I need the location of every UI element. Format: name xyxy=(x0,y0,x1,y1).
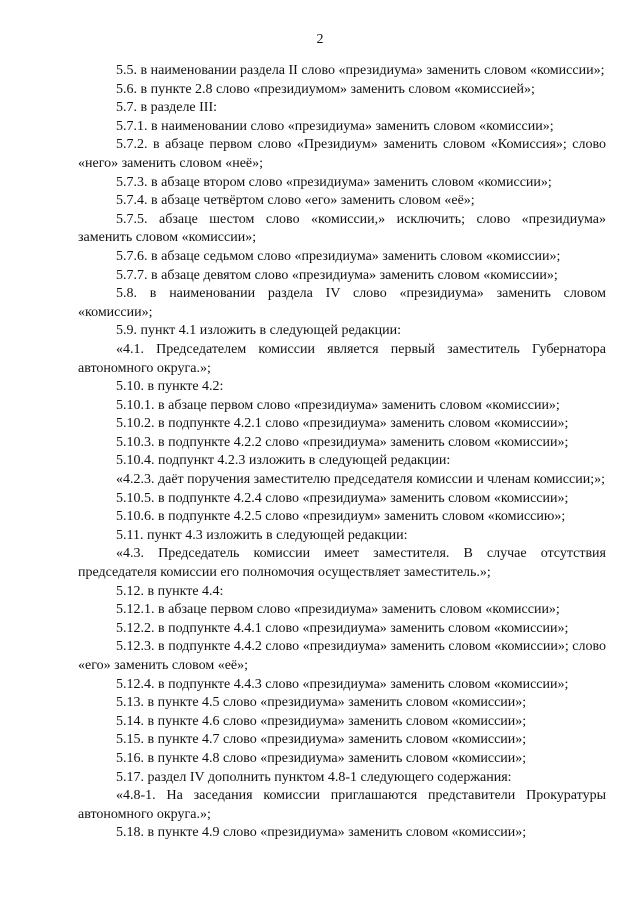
paragraph-5-13: 5.13. в пункте 4.5 слово «президиума» заменить словом «комиссии»; xyxy=(116,695,527,711)
paragraph-5-7-2: 5.7.2. в абзаце первом слово «Президиум» заменить словом «Комиссия»; слово «него» заменить словом «неё»; xyxy=(78,137,606,171)
paragraph-5-7-1: 5.7.1. в наименовании слово «президиума» заменить словом «комиссии»; xyxy=(116,118,554,134)
paragraph-5-7: 5.7. в разделе III: xyxy=(116,100,218,116)
paragraph-5-10-3: 5.10.3. в подпункте 4.2.2 слово «президиума» заменить словом «комиссии»; xyxy=(116,434,569,450)
paragraph-5-14: 5.14. в пункте 4.6 слово «президиума» заменить словом «комиссии»; xyxy=(116,713,527,729)
quote-4-3: «4.3. Председатель комиссии имеет заместителя. В случае отсутствия председателя комиссии его полномочия осуществляет заместитель.»; xyxy=(78,546,606,581)
paragraph-5-10-5: 5.10.5. в подпункте 4.2.4 слово «президиума» заменить словом «комиссии»; xyxy=(116,490,569,506)
paragraph-5-10: 5.10. в пункте 4.2: xyxy=(116,379,224,395)
paragraph-5-7-7: 5.7.7. в абзаце девятом слово «президиума» заменить словом «комиссии»; xyxy=(116,267,558,283)
paragraph-5-12-4: 5.12.4. в подпункте 4.4.3 слово «президиума» заменить словом «комиссии»; xyxy=(116,676,569,692)
paragraph-5-16: 5.16. в пункте 4.8 слово «президиума» заменить словом «комиссии»; xyxy=(116,750,527,766)
paragraph-5-12-1: 5.12.1. в абзаце первом слово «президиума» заменить словом «комиссии»; xyxy=(116,602,560,618)
paragraph-5-9: 5.9. пункт 4.1 изложить в следующей редакции: xyxy=(116,323,401,339)
page-number: 2 xyxy=(316,32,324,47)
quote-4-2-3: «4.2.3. даёт поручения заместителю председателя комиссии и членам комиссии;»; xyxy=(116,472,605,488)
paragraph-5-15: 5.15. в пункте 4.7 слово «президиума» заменить словом «комиссии»; xyxy=(116,732,527,748)
paragraph-5-12-3: 5.12.3. в подпункте 4.4.2 слово «президиума» заменить словом «комиссии»; слово «его» заменить словом «её»; xyxy=(78,639,606,673)
paragraph-5-7-4: 5.7.4. в абзаце четвёртом слово «его» заменить словом «её»; xyxy=(116,193,475,209)
paragraph-5-11: 5.11. пункт 4.3 изложить в следующей редакции: xyxy=(116,527,408,543)
paragraph-5-12: 5.12. в пункте 4.4: xyxy=(116,583,224,599)
document-body xyxy=(78,62,606,843)
paragraph-5-7-5: 5.7.5. абзаце шестом слово «комиссии,» исключить; слово «президиума» заменить словом «комиссии»; xyxy=(78,211,606,246)
paragraph-5-6: 5.6. в пункте 2.8 слово «президиумом» заменить словом «комиссией»; xyxy=(116,81,535,97)
paragraph-5-10-6: 5.10.6. в подпункте 4.2.5 слово «президиум» заменить словом «комиссию»; xyxy=(116,509,566,525)
paragraph-5-10-1: 5.10.1. в абзаце первом слово «президиума» заменить словом «комиссии»; xyxy=(116,397,560,413)
paragraph-5-7-6: 5.7.6. в абзаце седьмом слово «президиума» заменить словом «комиссии»; xyxy=(116,248,561,264)
quote-4-1: «4.1. Председателем комиссии является первый заместитель Губернатора автономного округа.»; xyxy=(78,341,606,376)
quote-4-8-1: «4.8-1. На заседания комиссии приглашаются представители Прокуратуры автономного округа.»; xyxy=(78,788,606,822)
paragraph-5-8: 5.8. в наименовании раздела IV слово «президиума» заменить словом «комиссии»; xyxy=(78,286,606,320)
paragraph-5-10-4: 5.10.4. подпункт 4.2.3 изложить в следующей редакции: xyxy=(116,453,451,469)
paragraph-5-17: 5.17. раздел IV дополнить пунктом 4.8-1 следующего содержания: xyxy=(116,769,512,785)
paragraph-5-18: 5.18. в пункте 4.9 слово «президиума» заменить словом «комиссии»; xyxy=(116,825,527,841)
paragraph-5-10-2: 5.10.2. в подпункте 4.2.1 слово «президиума» заменить словом «комиссии»; xyxy=(116,416,569,432)
paragraph-5-12-2: 5.12.2. в подпункте 4.4.1 слово «президиума» заменить словом «комиссии»; xyxy=(116,620,569,636)
paragraph-5-7-3: 5.7.3. в абзаце втором слово «президиума» заменить словом «комиссии»; xyxy=(116,174,552,190)
paragraph-5-5: 5.5. в наименовании раздела II слово «президиума» заменить словом «комиссии»; xyxy=(116,63,605,78)
